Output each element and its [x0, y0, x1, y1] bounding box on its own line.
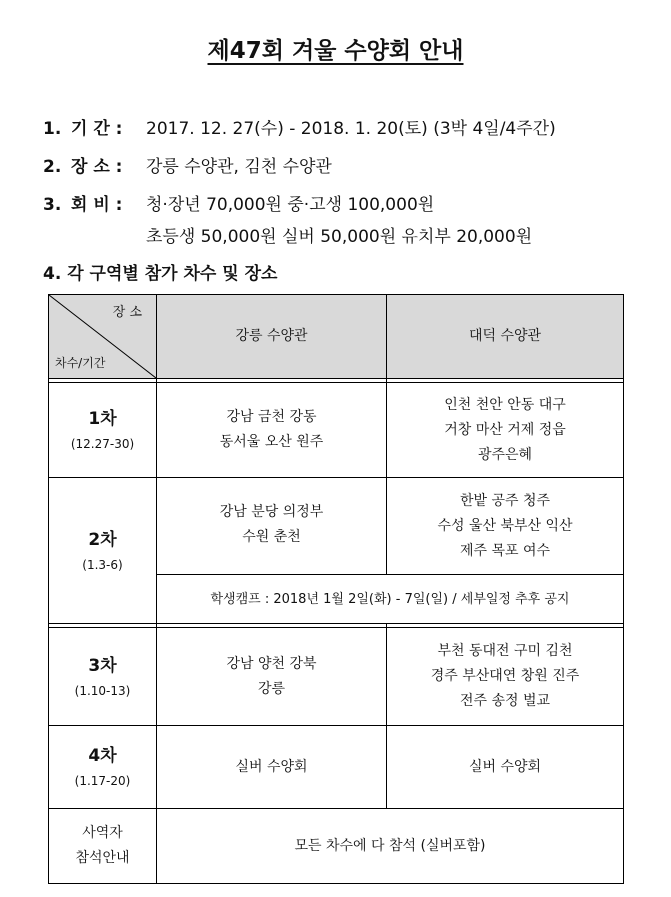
fee-number: 3.: [43, 195, 62, 215]
header-daedeok: 대덕 수양관: [387, 295, 624, 379]
round-label: 1차: [88, 409, 117, 429]
period-label: 기 간 :: [71, 119, 123, 139]
place-label: 장 소 :: [71, 157, 123, 177]
camp-note: 학생캠프 : 2018년 1월 2일(화) - 7일(일) / 세부일정 추후 공지: [157, 575, 624, 624]
attendance-label: 사역자 참석안내: [49, 809, 157, 884]
round-cell: [49, 383, 157, 478]
table-header-row: [49, 295, 624, 379]
daedeok-groups: 한밭 공주 청주 수성 울산 북부산 익산 제주 목포 여수: [387, 478, 624, 575]
place-line: [43, 152, 332, 177]
fee-value-line2: 초등생 50,000원 실버 50,000원 유치부 20,000원: [146, 227, 533, 247]
round-dates: (1.17-20): [74, 774, 131, 788]
fee-value-line1: 청·장년 70,000원 중·고생 100,000원: [146, 195, 435, 215]
corner-round-label: 차수/기간: [55, 356, 106, 370]
header-corner-cell: [49, 295, 157, 379]
round-label: 4차: [88, 746, 117, 766]
period-value: 2017. 12. 27(수) - 2018. 1. 20(토) (3박 4일/4주간): [146, 119, 556, 139]
section4-heading: 4. 각 구역별 참가 차수 및 장소: [43, 264, 278, 284]
daedeok-groups: 부천 동대전 구미 김천 경주 부산대연 창원 진주 전주 송정 벌교: [387, 628, 624, 726]
header-gangneung: 강릉 수양관: [157, 295, 387, 379]
table-row: [49, 478, 624, 575]
fee-label: 회 비 :: [71, 195, 123, 215]
table-row: [49, 726, 624, 809]
period-line: [43, 114, 556, 139]
round-cell: [49, 726, 157, 809]
round-cell: [49, 478, 157, 624]
table-row: [49, 383, 624, 478]
place-number: 2.: [43, 157, 62, 177]
fee-line: [43, 190, 434, 215]
corner-place-label: 장 소: [112, 305, 142, 320]
attendance-value: 모든 차수에 다 참석 (실버포함): [157, 809, 624, 884]
round-label: 2차: [88, 529, 117, 550]
gangneung-groups: 강남 양천 강북 강릉: [157, 628, 387, 726]
table-row: [49, 628, 624, 726]
round-label: 3차: [88, 655, 117, 676]
schedule-table: [48, 294, 624, 884]
round-dates: (12.27-30): [70, 437, 135, 451]
round-dates: (1.10-13): [74, 683, 131, 698]
daedeok-groups: 실버 수양회: [387, 726, 624, 809]
gangneung-groups: 강남 분당 의정부 수원 춘천: [157, 478, 387, 575]
page-title: 제47회 겨울 수양회 안내: [207, 38, 464, 64]
period-number: 1.: [43, 119, 62, 139]
round-dates: (1.3-6): [82, 557, 123, 572]
gangneung-groups: 강남 금천 강동 동서울 오산 원주: [157, 383, 387, 478]
place-value: 강릉 수양관, 김천 수양관: [146, 157, 332, 177]
attendance-row: [49, 809, 624, 884]
daedeok-groups: 인천 천안 안동 대구 거창 마산 거제 정읍 광주은혜: [387, 383, 624, 478]
round-cell: [49, 628, 157, 726]
gangneung-groups: 실버 수양회: [157, 726, 387, 809]
